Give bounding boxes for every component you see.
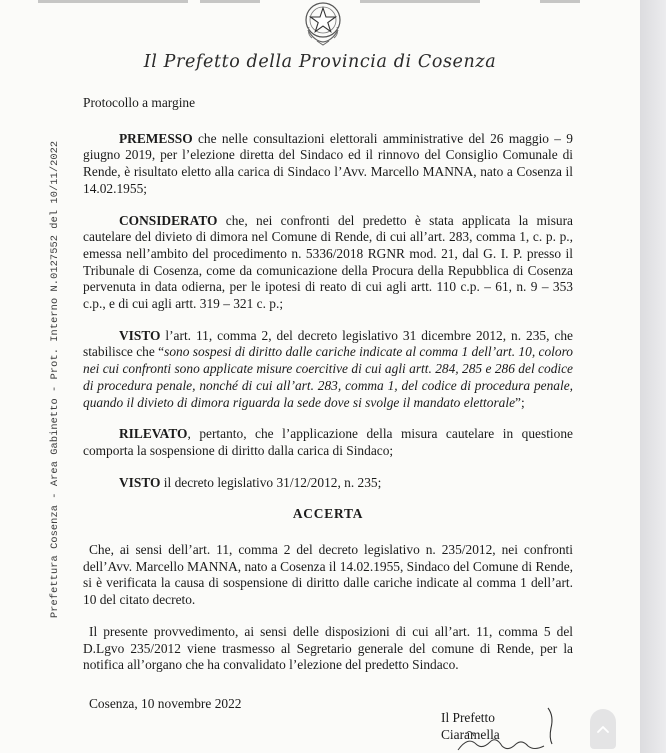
notice-paragraph: Il presente provvedimento, ai sensi delle disposizioni di cui all’art. 11, comma 5 del D.Lgvo 235/2012 viene trasmesso al Segretario generale del comune di Rende, per la notifica all’organo che ha convalidato l’elezione del predetto Sindaco. [83, 623, 573, 673]
chevron-up-icon [597, 720, 609, 738]
considerato-lead: CONSIDERATO [119, 212, 218, 228]
visto-decree-lead: VISTO [119, 474, 161, 490]
italian-republic-emblem [300, 0, 346, 46]
signatory-name: Ciaramella [441, 727, 500, 742]
visto-law-paragraph [83, 328, 573, 412]
visto-law-quote: sono sospesi di diritto dalle cariche indicate al comma 1 dell’art. 10, coloro nei cui confronti sono applicate misure coercitive di cui agli artt. 284, 285 e 286 del codice di procedura penale, nonché di cui all’art. 283, comma 1, del codice di procedura penale, quando il divieto di dimora riguarda la sede dove si svolge il mandato elettorale [83, 344, 573, 410]
scroll-to-top-button[interactable] [590, 709, 616, 749]
premesso-lead: PREMESSO [119, 130, 193, 146]
rilevato-lead: RILEVATO [119, 426, 188, 442]
considerato-paragraph [83, 213, 573, 313]
decree-body [83, 95, 573, 674]
visto-law-text: l’art. 11, comma 2, del decreto legislativo 31 dicembre 2012, n. 235, che stabilisce che “ [83, 327, 573, 360]
handwritten-signature [456, 706, 566, 753]
protocol-note: Protocollo a margine [83, 95, 196, 110]
premesso-text: che nelle consultazioni elettorali amministrative del 26 maggio – 9 giugno 2019, per l’elezione diretta del Sindaco ed il rinnovo del Consiglio Comunale di Rende, è risultato eletto alla carica di Sindaco l’Avv. Marcello MANNA, nato a Cosenza il 14.02.1955; [83, 130, 573, 196]
viewer-margin [640, 0, 666, 753]
visto-decree-paragraph [83, 475, 573, 492]
considerato-text: che, nei confronti del predetto è stata applicata la misura cautelare del divieto di dimora nel Comune di Rende, di cui all’art. 283, comma 1, c. p. p., emessa nell’ambito del procedimento n. 5336/2018 RGNR mod. 21, dal G. I. P. presso il Tribunale di Cosenza, come da comunicazione della Procura della Repubblica di Cosenza pervenuta in data odierna, per le ipotesi di reato di cui agli artt. 110 c.p. – 61, n. 9 – 353 c.p., e di cui agli artt. 319 – 321 c. p.; [83, 212, 573, 312]
rilevato-paragraph [83, 426, 573, 459]
place-and-date: Cosenza, 10 novembre 2022 [89, 696, 242, 711]
visto-law-tail: ”; [515, 394, 525, 410]
visto-law-lead: VISTO [119, 327, 161, 343]
accerta-paragraph: Che, ai sensi dell’art. 11, comma 2 del decreto legislativo n. 235/2012, nei confronti dell’Avv. Marcello MANNA, nato a Cosenza il 14.02.1955, Sindaco del Comune di Rende, si è verificata la causa di sospensione di diritto dalle cariche indicate al comma 1 dell’art. 10 del citato decreto. [83, 542, 573, 608]
signatory-title: Il Prefetto [441, 710, 495, 725]
accerta-heading: ACCERTA [292, 506, 364, 522]
rilevato-text: , pertanto, che l’applicazione della misura cautelare in questione comporta la sospensione di diritto dalla carica di Sindaco; [83, 426, 573, 458]
premesso-paragraph [83, 131, 573, 198]
visto-decree-text: il decreto legislativo 31/12/2012, n. 235; [160, 474, 382, 490]
protocol-stamp: Prefettura Cosenza - Area Gabinetto - Prot. Interno N.0127552 del 10/11/2022 [49, 140, 61, 618]
prefect-letterhead-title: Il Prefetto della Provincia di Cosenza [143, 52, 497, 72]
